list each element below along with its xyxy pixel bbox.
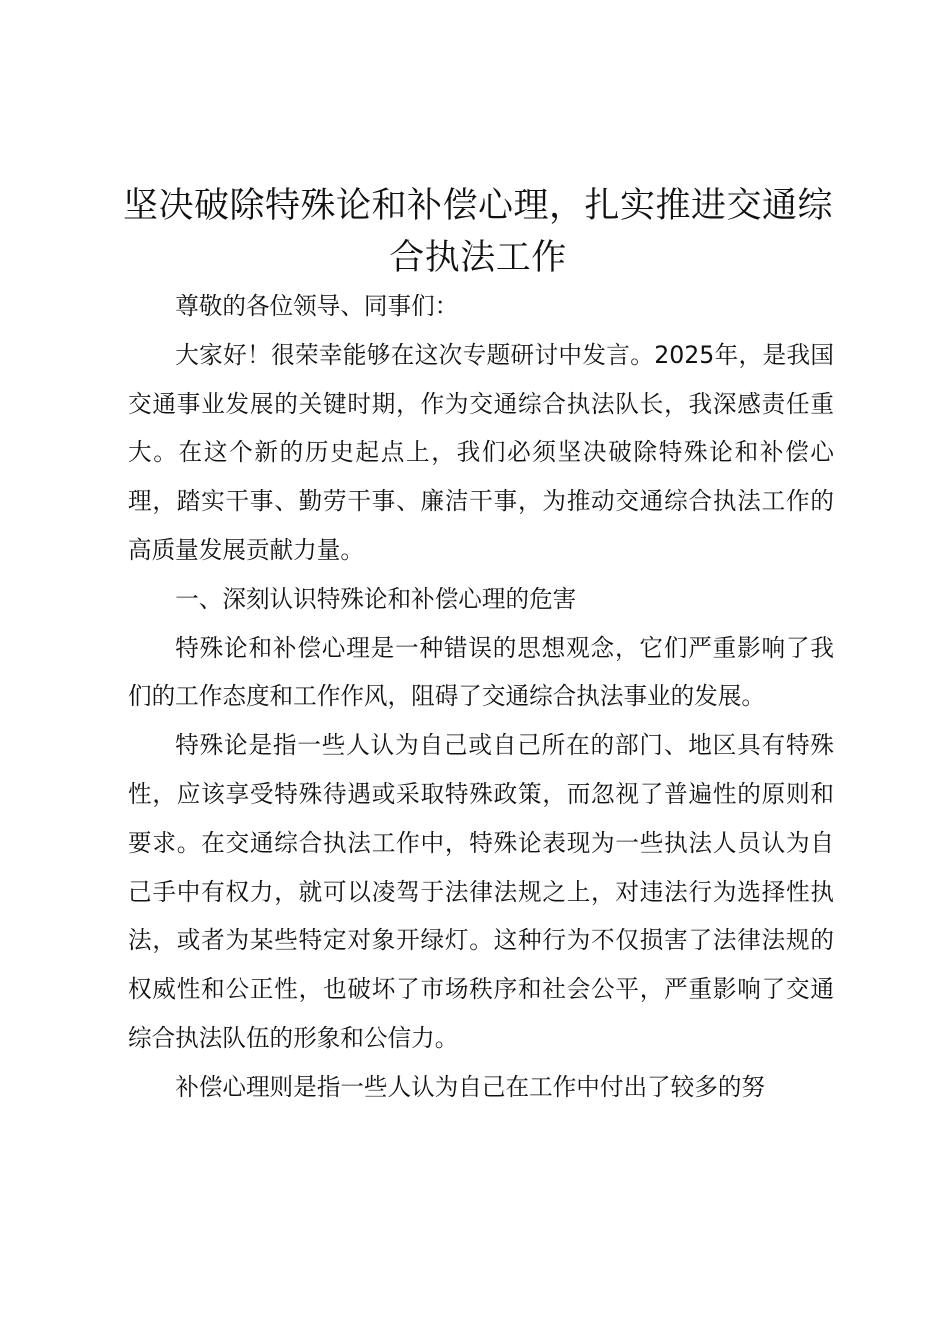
paragraph-special-theory: 特殊论是指一些人认为自己或自己所在的部门、地区具有特殊性，应该享受特殊待遇或采取特殊政策，而忽视了普遍性的原则和要求。在交通综合执法工作中，特殊论表现为一些执法人员认为自己手中有权力，就可以凌驾于法律法规之上，对违法行为选择性执法，或者为某些特定对象开绿灯。这种行为不仅损害了法律法规的权威性和公正性，也破坏了市场秩序和社会公平，严重影响了交通综合执法队伍的形象和公信力。 <box>128 731 834 1052</box>
document-title: 坚决破除特殊论和补偿心理，扎实推进交通综合执法工作 <box>122 186 833 278</box>
paragraph-harm-overview: 特殊论和补偿心理是一种错误的思想观念，它们严重影响了我们的工作态度和工作作风，阻碍了交通综合执法事业的发展。 <box>128 633 834 711</box>
section-heading-1: 一、深刻认识特殊论和补偿心理的危害 <box>175 584 577 613</box>
paragraph-greeting: 大家好！很荣幸能够在这次专题研讨中发言。2025年，是我国交通事业发展的关键时期，作为交通综合执法队长，我深感责任重大。在这个新的历史起点上，我们必须坚决破除特殊论和补偿心理，踏实干事、勤劳干事、廉洁干事，为推动交通综合执法工作的高质量发展贡献力量。 <box>128 340 834 564</box>
salutation: 尊敬的各位领导、同事们： <box>175 292 459 320</box>
paragraph-compensation: 补偿心理则是指一些人认为自己在工作中付出了较多的努 <box>175 1072 766 1101</box>
document-body <box>128 282 834 1112</box>
